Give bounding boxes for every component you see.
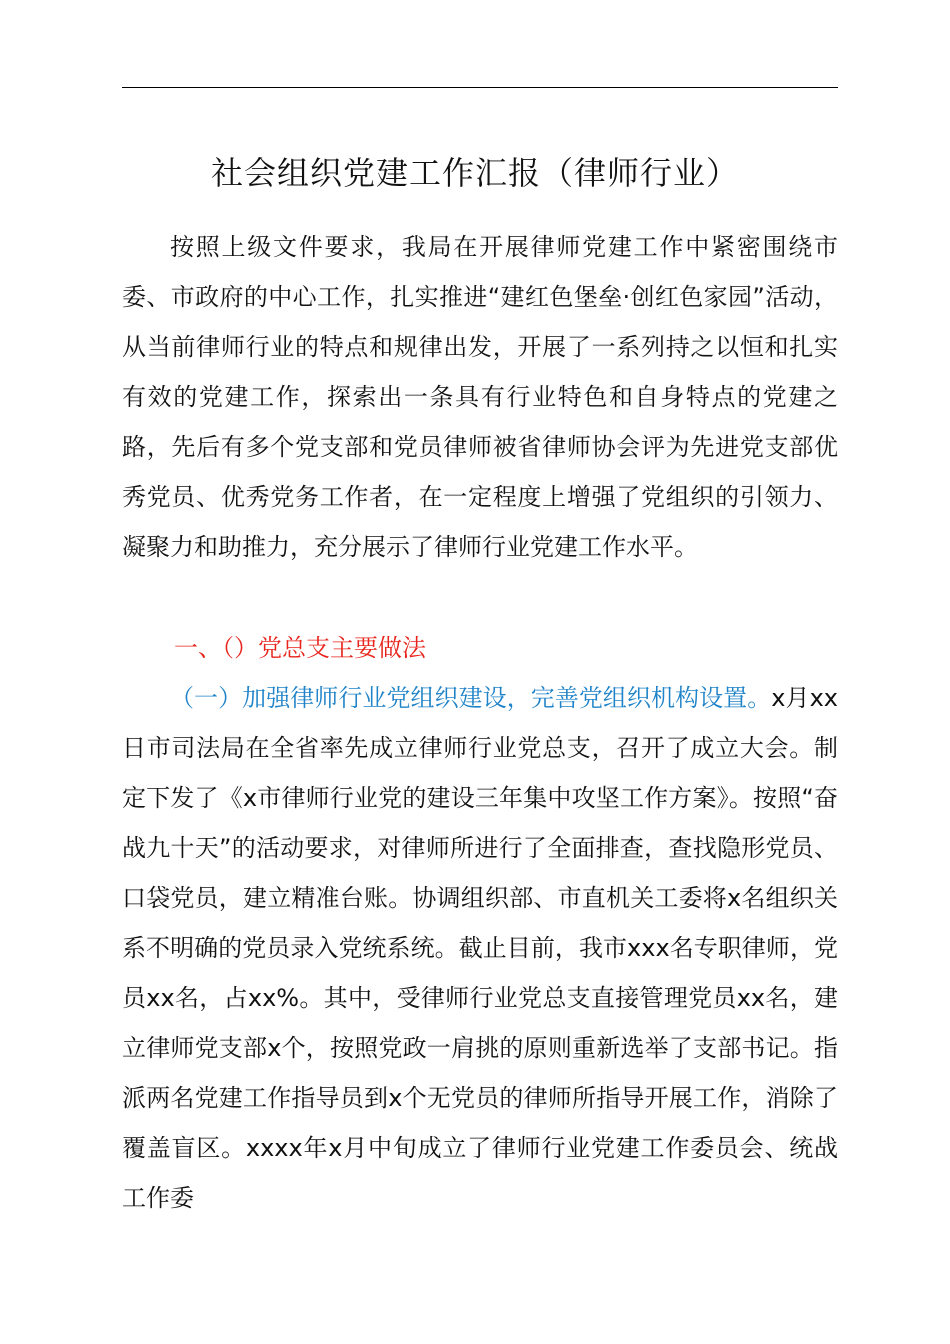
subsection-heading: （一）加强律师行业党组织建设，完善党组织机构设置。 — [170, 684, 772, 712]
document-title: 社会组织党建工作汇报（律师行业） — [210, 154, 739, 192]
subsection-paragraph — [122, 673, 838, 1223]
header-rule — [122, 87, 838, 88]
section-heading: 一、（）党总支主要做法 — [174, 634, 426, 662]
intro-paragraph: 按照上级文件要求，我局在开展律师党建工作中紧密围绕市委、市政府的中心工作，扎实推进“建红色堡垒·创红色家园”活动，从当前律师行业的特点和规律出发，开展了一系列持之以恒和扎实有效的党建工作，探索出一条具有行业特色和自身特点的党建之路，先后有多个党支部和党员律师被省律师协会评为先进党支部优秀党员、优秀党务工作者，在一定程度上增强了党组织的引领力、凝聚力和助推力，充分展示了律师行业党建工作水平。 — [122, 233, 838, 561]
subsection-body: x月xx日市司法局在全省率先成立律师行业党总支，召开了成立大会。制定下发了《x市律师行业党的建设三年集中攻坚工作方案》。按照“奋战九十天”的活动要求，对律师所进行了全面排查，查找隐形党员、口袋党员，建立精准台账。协调组织部、市直机关工委将x名组织关系不明确的党员录入党统系统。截止目前，我市xxx名专职律师，党员xx名，占xx%。其中，受律师行业党总支直接管理党员xx名，建立律师党支部x个，按照党政一肩挑的原则重新选举了支部书记。指派两名党建工作指导员到x个无党员的律师所指导开展工作，消除了覆盖盲区。xxxx年x月中旬成立了律师行业党建工作委员会、统战工作委 — [122, 684, 839, 1212]
